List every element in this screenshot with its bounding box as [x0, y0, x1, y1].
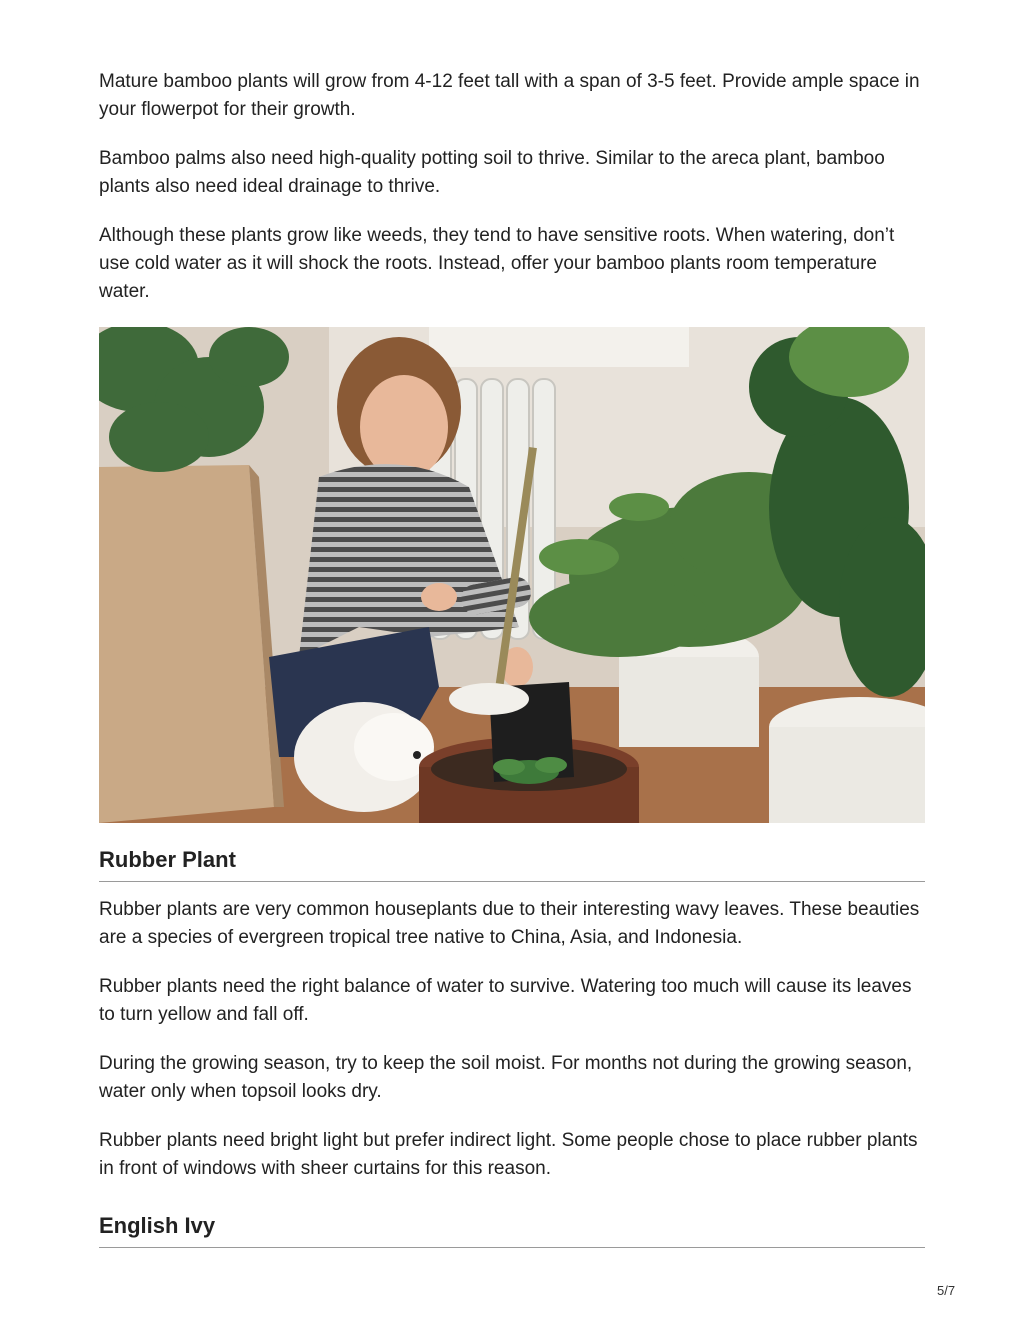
section-heading-rubber-plant: Rubber Plant	[99, 847, 925, 882]
section-heading-english-ivy: English Ivy	[99, 1213, 925, 1248]
paragraph: Rubber plants are very common houseplants due to their interesting wavy leaves. These beauties are a species of evergreen tropical tree native to China, Asia, and Indonesia.	[99, 899, 920, 948]
paragraph: Mature bamboo plants will grow from 4-12 feet tall with a span of 3-5 feet. Provide ample space in your flowerpot for their growth.	[99, 71, 920, 120]
paragraph: During the growing season, try to keep the soil moist. For months not during the growing season, water only when topsoil looks dry.	[99, 1053, 913, 1102]
page-number: 5/7	[937, 1283, 956, 1298]
paragraph: Rubber plants need the right balance of water to survive. Watering too much will cause its leaves to turn yellow and fall off.	[99, 976, 912, 1025]
paragraph: Bamboo palms also need high-quality potting soil to thrive. Similar to the areca plant, bamboo plants also need ideal drainage to thrive.	[99, 148, 885, 197]
article-photo	[99, 327, 925, 823]
paragraph: Rubber plants need bright light but prefer indirect light. Some people chose to place rubber plants in front of windows with sheer curtains for this reason.	[99, 1130, 918, 1179]
article-body	[99, 68, 925, 1248]
paragraph: Although these plants grow like weeds, they tend to have sensitive roots. When watering, don’t use cold water as it will shock the roots. Instead, offer your bamboo plants room temperature water.	[99, 225, 895, 302]
